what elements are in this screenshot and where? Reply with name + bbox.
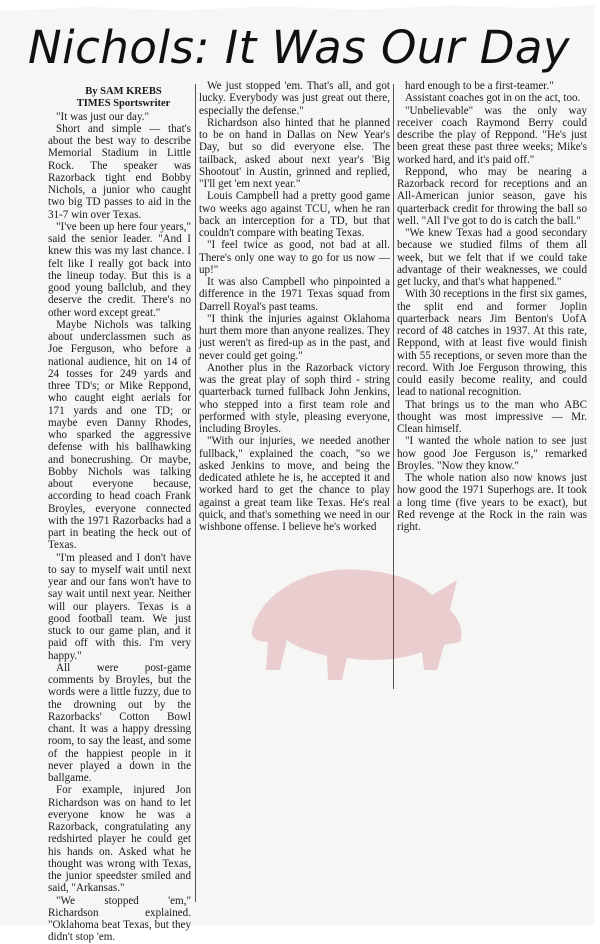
paragraph: "I'm pleased and I don't have to say to myself wait until next year and our fans won't have to say wait until next year. Neither will our players. Texas is a good football team. We just stuck to our game plan, and it paid off with this. I'm very happy." — [48, 551, 191, 662]
paragraph: Short and simple — that's about the best way to describe Memorial Stadium in Little Rock. The speaker was Razorback tight end Bobby Nichols, a junior who caught two big TD passes to aid in the 31-7 win over Texas. — [48, 122, 191, 221]
column-rule — [393, 84, 394, 689]
paragraph: Assistant coaches got in on the act, too. — [405, 92, 581, 105]
scan-edge — [594, 0, 600, 925]
paragraph: Richardson also hinted that he planned to be on hand in Dallas on New Year's Day, but so did everyone else. The tailback, asked about next year's 'Big Shootout' in Austin, grinned and replied, "I'll get 'em next year." — [199, 116, 390, 190]
paragraph: Louis Campbell had a pretty good game two weeks ago against TCU, when he ran back an interception for a TD, but that couldn't compare with beating Texas. — [199, 190, 390, 239]
headline: Nichols: It Was Our Day — [28, 21, 571, 74]
byline: By SAM KREBS — [85, 86, 162, 97]
paragraph: It was also Campbell who pinpointed a difference in the 1971 Texas squad from Darrell Royal's past teams. — [199, 276, 390, 313]
column-2 — [199, 80, 390, 533]
paragraph: We just stopped 'em. That's all, and got lucky. Everybody was just great out there, especially the defense." — [199, 80, 390, 117]
byline-credit: TIMES Sportswriter — [76, 98, 171, 110]
paragraph: Another plus in the Razorback victory was the great play of soph third - string quarterback turned fullback John Jenkins, who stepped into a first team role and performed with style, pleasing everyone, including Broyles. — [199, 361, 390, 435]
paragraph: Maybe Nichols was talking about underclassmen such as Joe Ferguson, who before a national audience, hit on 14 of 24 tosses for 249 yards and three TD's; or Mike Reppond, who caught eight aerials for 171 yards and one TD; or maybe even Danny Rhodes, who sparked the aggressive defense with his ballhawking and bonecrushing. Or maybe, Bobby Nichols was talking about everyone because, according to head coach Frank Broyles, everyone connected with the 1971 Razorbacks had a part in beating the heck out of Texas. — [48, 318, 191, 552]
paragraph: "We stopped 'em," Richardson explained. "Oklahoma beat Texas, but they didn't stop 'em. — [48, 894, 191, 944]
paragraph: "With our injuries, we needed another fullback," explained the coach, "so we asked Jenkins to move, and being the dedicated athlete he is, he accepted it and worked hard to get the chance to play against a great team like Texas. He's real quick, and that's something we need in our wishbone offense. I believe he's worked — [199, 435, 390, 533]
paragraph: "I've been up here four years," said the senior leader. "And I knew this was my last chance. I felt like I really got back into the lineup today. But this is a good young ballclub, and they deserve the credit. There's no other word except great." — [48, 220, 191, 319]
paragraph: "We knew Texas had a good secondary because we studied films of them all week, but we felt that if we could take advantage of their weaknesses, we could get lucky, and that's what happened." — [397, 227, 587, 288]
column-3 — [397, 80, 587, 533]
paragraph: The whole nation also now knows just how good the 1971 Superhogs are. It took a long time (five years to be exact), but Red revenge at the Rock in the rain was right. — [397, 472, 587, 533]
paragraph: For example, injured Jon Richardson was on hand to let everyone know he was a Razorback, congratulating any redshirted player he could get his hands on. Asked what he thought was wrong with Texas, the junior speedster smiled and said, "Arkansas." — [48, 784, 191, 895]
paragraph: "I feel twice as good, not bad at all. There's only one way to go for us now — up!" — [199, 239, 390, 276]
column-1 — [48, 86, 191, 944]
paragraph: hard enough to be a first-teamer." — [405, 80, 554, 92]
paragraph: That brings us to the man who ABC thought was most impressive — Mr. Clean himself. — [397, 398, 587, 435]
paragraph: "It was just our day." — [56, 110, 150, 123]
paragraph: Reppond, who may be nearing a Razorback record for receptions and an All-American junior season, gave his quarterback credit for throwing the ball so well. "All I've got to do is catch the ball." — [397, 165, 587, 227]
paragraph: With 30 receptions in the first six games, the split end and former Joplin quarterback nears Jim Benton's UofA record of 48 catches in 1937. At this rate, Reppond, with at least five would finish with 55 receptions, or seven more than the record. With Joe Ferguson throwing, this could easily become reality, and could lead to national recognition. — [397, 288, 587, 399]
paragraph: "Unbelievable" was the only way receiver coach Raymond Berry could describe the play of Reppond. "He's just been great these past three weeks; Mike's worked hard, and it's paid off." — [397, 104, 587, 166]
paragraph: "I think the injuries against Oklahoma hurt them more than anyone realizes. They just weren't as fired-up as in the past, and never could get going." — [199, 312, 390, 362]
paragraph: All were post-game comments by Broyles, but the words were a little fuzzy, due to the drowning out by the Razorbacks' Cotton Bowl chant. It was a happy dressing room, to say the least, and some of the happiest people in it never played a down in the ballgame. — [48, 661, 191, 784]
column-rule — [195, 84, 196, 902]
paragraph: "I wanted the whole nation to see just how good Joe Ferguson is," remarked Broyles. "Now they know." — [397, 435, 587, 472]
razorback-hog-watermark-icon — [232, 520, 472, 720]
torn-edge — [0, 0, 600, 14]
